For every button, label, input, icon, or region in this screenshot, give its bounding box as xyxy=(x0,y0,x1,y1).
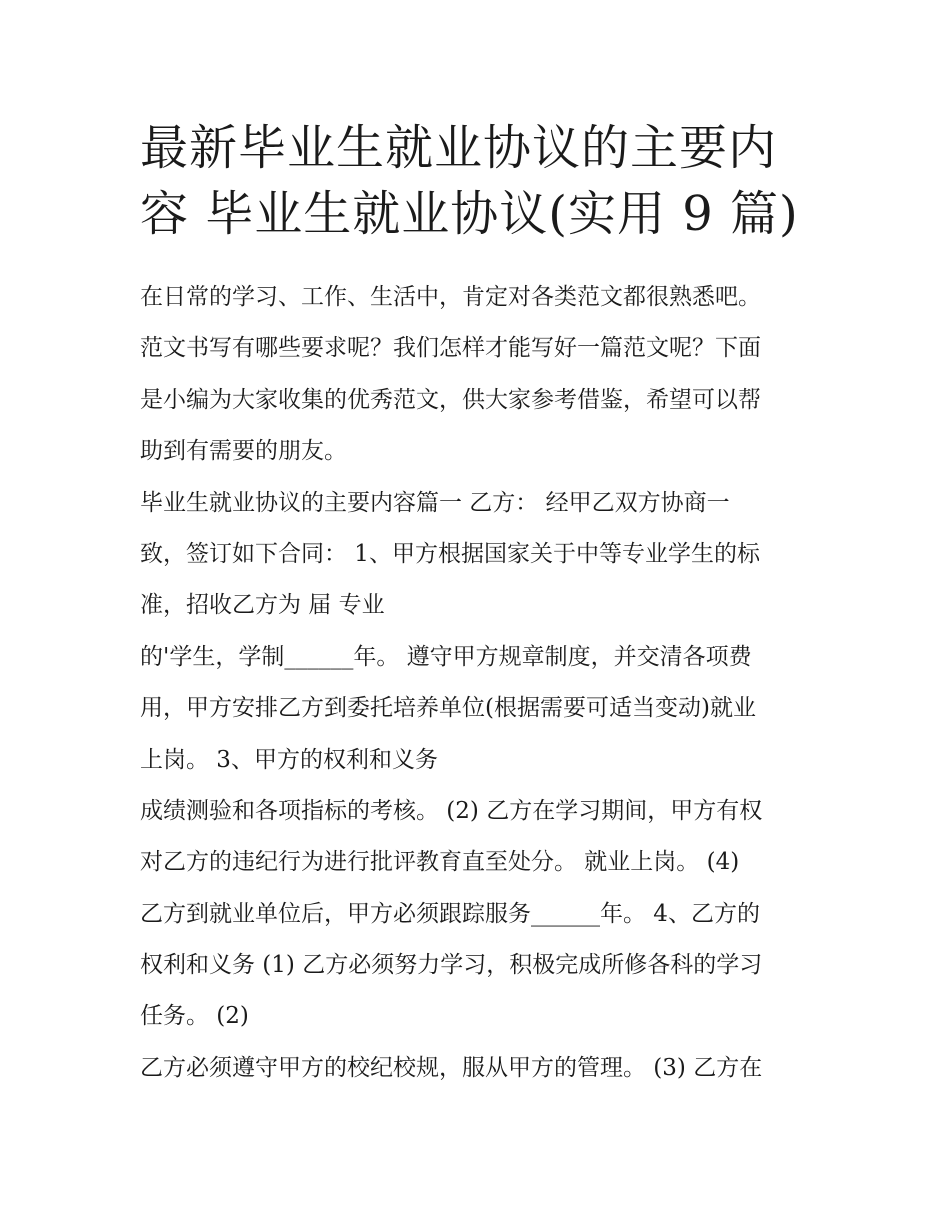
title-line-1: 最新毕业生就业协议的主要内 xyxy=(140,120,778,176)
body-line-9: 用，甲方安排乙方到委托培养单位(根据需要可适当变动)就业 xyxy=(140,695,756,722)
body-line-6: 致，签订如下合同： 1、甲方根据国家关于中等专业学生的标 xyxy=(140,540,760,567)
body-line-12: 对乙方的违纪行为进行批评教育直至处分。 就业上岗。 (4) xyxy=(140,849,740,876)
body-line-1: 在日常的学习、工作、生活中，肯定对各类范文都很熟悉吧。 xyxy=(140,284,761,310)
body-line-10: 上岗。 3、甲方的权利和义务 xyxy=(140,746,438,773)
body-line-13: 乙方到就业单位后，甲方必须跟踪服务______年。 4、乙方的 xyxy=(140,900,760,927)
body-line-15: 任务。 (2) xyxy=(140,1003,249,1030)
body-line-14: 权利和义务 (1) 乙方必须努力学习，积极完成所修各科的学习 xyxy=(140,952,763,979)
body-line-3: 是小编为大家收集的优秀范文，供大家参考借鉴，希望可以帮 xyxy=(140,386,761,413)
body-line-2: 范文书写有哪些要求呢？我们怎样才能写好一篇范文呢？下面 xyxy=(140,335,761,362)
body-line-7: 准，招收乙方为 届 专业 xyxy=(140,592,385,619)
body-line-16: 乙方必须遵守甲方的校纪校规，服从甲方的管理。 (3) 乙方在 xyxy=(140,1054,763,1081)
document-title xyxy=(140,115,820,247)
document-body xyxy=(140,272,820,1094)
title-line-2: 容 毕业生就业协议(实用 9 篇) xyxy=(140,186,799,242)
body-line-5: 毕业生就业协议的主要内容篇一 乙方： 经甲乙双方协商一 xyxy=(140,489,730,516)
body-line-8: 的'学生，学制______年。 遵守甲方规章制度，并交清各项费 xyxy=(140,643,752,670)
body-line-11: 成绩测验和各项指标的考核。 (2) 乙方在学习期间，甲方有权 xyxy=(140,797,763,824)
body-line-4: 助到有需要的朋友。 xyxy=(140,438,347,465)
